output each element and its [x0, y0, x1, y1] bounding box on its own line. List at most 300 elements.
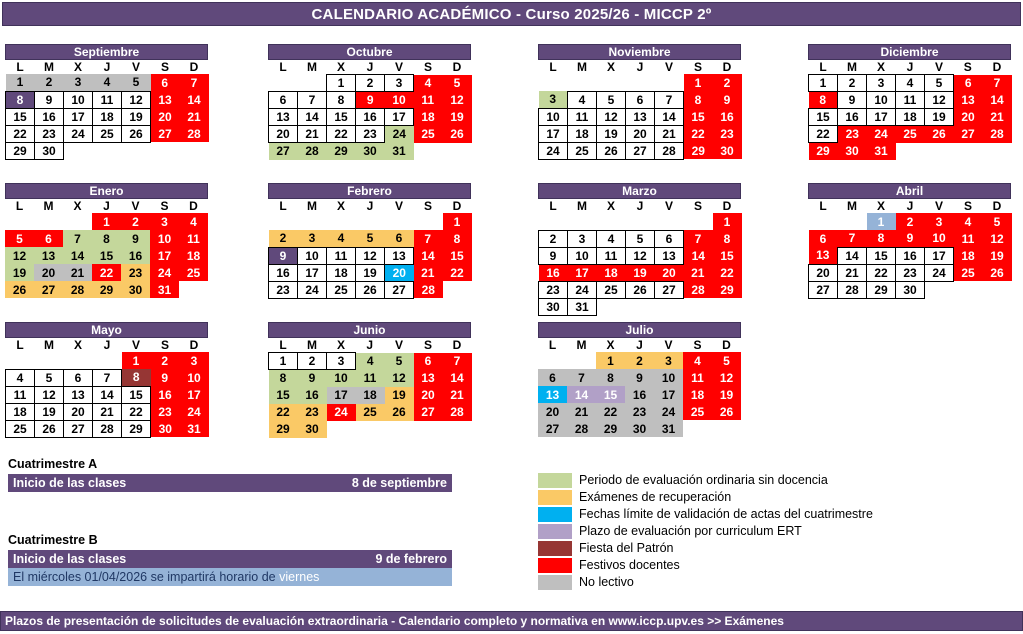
day-cell: 29 — [92, 281, 121, 298]
day-cell: 25 — [327, 281, 356, 298]
day-cell: 21 — [983, 109, 1012, 126]
weekday-header: V — [121, 199, 150, 213]
day-cell: 8 — [596, 369, 625, 386]
day-cell: 23 — [151, 403, 180, 420]
weekday-header: S — [151, 60, 180, 74]
empty-cell — [539, 213, 568, 230]
empty-cell — [443, 281, 472, 298]
cuatrimestre-b-inicio-bar — [8, 550, 452, 568]
day-cell: 20 — [626, 125, 655, 142]
day-cell: 14 — [684, 247, 713, 264]
day-cell: 12 — [597, 108, 626, 125]
day-cell: 6 — [655, 230, 684, 247]
legend-label: Fechas límite de validación de actas del cuatrimestre — [579, 507, 873, 521]
empty-cell — [597, 213, 626, 230]
day-cell: 19 — [356, 264, 385, 281]
day-cell: 10 — [654, 369, 683, 386]
day-cell: 24 — [298, 281, 327, 298]
day-cell: 29 — [327, 143, 356, 160]
empty-cell — [655, 298, 684, 315]
day-cell: 18 — [6, 403, 35, 420]
day-cell: 10 — [568, 247, 597, 264]
day-cell: 2 — [151, 352, 180, 369]
weekday-header: L — [269, 199, 298, 213]
day-cell: 28 — [983, 126, 1012, 143]
weekday-header: S — [684, 199, 713, 213]
weekday-header: J — [356, 199, 385, 213]
day-cell: 29 — [122, 420, 151, 437]
day-cell: 11 — [356, 370, 385, 387]
day-cell: 25 — [356, 404, 385, 421]
day-cell: 5 — [712, 352, 741, 369]
day-cell: 27 — [34, 281, 63, 298]
day-cell: 28 — [63, 281, 92, 298]
day-cell: 1 — [443, 213, 472, 230]
month-day-grid — [538, 60, 742, 160]
day-cell: 7 — [684, 230, 713, 247]
day-cell: 20 — [414, 387, 443, 404]
empty-cell — [925, 281, 954, 298]
day-cell: 17 — [298, 264, 327, 281]
weekday-header: J — [896, 60, 925, 75]
weekday-header: V — [385, 338, 414, 353]
day-cell: 28 — [180, 125, 209, 142]
day-cell: 3 — [180, 352, 209, 369]
day-cell: 6 — [626, 91, 655, 108]
day-cell: 10 — [327, 370, 356, 387]
day-cell: 29 — [684, 142, 713, 159]
day-cell: 24 — [385, 126, 414, 143]
empty-cell — [655, 213, 684, 230]
day-cell: 10 — [180, 369, 209, 386]
day-cell: 20 — [655, 264, 684, 281]
day-cell: 19 — [5, 264, 34, 281]
cuatrimestre-a-title: Cuatrimestre A — [8, 457, 98, 471]
month-day-grid — [268, 338, 472, 438]
day-cell: 20 — [385, 264, 414, 281]
day-cell: 1 — [122, 352, 151, 369]
day-cell: 10 — [867, 92, 896, 109]
day-cell: 2 — [625, 352, 654, 369]
month-title: Enero — [5, 183, 208, 199]
day-cell: 3 — [64, 74, 93, 91]
legend-color-swatch — [538, 575, 572, 590]
day-cell: 21 — [567, 403, 596, 420]
weekday-header: J — [625, 338, 654, 352]
day-cell: 13 — [626, 108, 655, 125]
day-cell: 1 — [269, 353, 298, 370]
day-cell: 23 — [713, 125, 742, 142]
day-cell: 8 — [684, 91, 713, 108]
month-junio — [268, 322, 471, 438]
day-cell: 29 — [596, 420, 625, 437]
day-cell: 27 — [626, 142, 655, 159]
month-title: Septiembre — [5, 44, 208, 60]
day-cell: 19 — [626, 264, 655, 281]
day-cell: 23 — [298, 404, 327, 421]
day-cell: 5 — [385, 353, 414, 370]
month-title: Junio — [268, 322, 471, 338]
day-cell: 8 — [443, 230, 472, 247]
day-cell: 13 — [385, 247, 414, 264]
day-cell: 7 — [567, 369, 596, 386]
weekday-header: L — [6, 60, 35, 74]
day-cell: 23 — [896, 264, 925, 281]
day-cell: 17 — [867, 109, 896, 126]
day-cell: 28 — [655, 142, 684, 159]
day-cell: 14 — [838, 247, 867, 264]
day-cell: 29 — [269, 421, 298, 438]
day-cell: 25 — [179, 264, 208, 281]
day-cell: 24 — [867, 126, 896, 143]
day-cell: 23 — [539, 281, 568, 298]
day-cell: 29 — [867, 281, 896, 298]
day-cell: 20 — [151, 108, 180, 125]
legend-color-swatch — [538, 490, 572, 505]
weekday-header: M — [838, 199, 867, 213]
day-cell: 12 — [5, 247, 34, 264]
day-cell: 6 — [538, 369, 567, 386]
day-cell: 20 — [64, 403, 93, 420]
day-cell: 28 — [684, 281, 713, 298]
day-cell: 11 — [327, 247, 356, 264]
empty-cell — [6, 352, 35, 369]
legend-item — [538, 574, 873, 590]
empty-cell — [567, 352, 596, 369]
day-cell: 7 — [414, 230, 443, 247]
day-cell: 9 — [539, 247, 568, 264]
day-cell: 30 — [713, 142, 742, 159]
day-cell: 2 — [896, 213, 925, 230]
day-cell: 22 — [809, 126, 838, 143]
legend-item — [538, 472, 873, 488]
day-cell: 22 — [684, 125, 713, 142]
weekday-header: D — [180, 338, 209, 352]
day-cell: 9 — [356, 92, 385, 109]
day-cell: 1 — [809, 75, 838, 92]
weekday-header: L — [809, 60, 838, 75]
footer-banner: Plazos de presentación de solicitudes de evaluación extraordinaria - Calendario completo y normativa en www.iccp.upv.es >> Exámenes — [0, 611, 1023, 631]
day-cell: 19 — [122, 108, 151, 125]
empty-cell — [414, 143, 443, 160]
empty-cell — [35, 352, 64, 369]
day-cell: 17 — [64, 108, 93, 125]
empty-cell — [5, 213, 34, 230]
weekday-header: X — [867, 60, 896, 75]
empty-cell — [385, 213, 414, 230]
empty-cell — [64, 142, 93, 159]
day-cell: 12 — [35, 386, 64, 403]
day-cell: 5 — [5, 230, 34, 247]
day-cell: 6 — [269, 92, 298, 109]
day-cell: 28 — [838, 281, 867, 298]
day-cell: 2 — [713, 74, 742, 91]
cuatrimestre-b-section — [8, 533, 452, 586]
day-cell: 7 — [298, 92, 327, 109]
day-cell: 13 — [954, 92, 983, 109]
day-cell: 26 — [122, 125, 151, 142]
legend-label: Festivos docentes — [579, 558, 680, 572]
legend-color-swatch — [538, 507, 572, 522]
empty-cell — [64, 352, 93, 369]
day-cell: 6 — [64, 369, 93, 386]
empty-cell — [626, 298, 655, 315]
day-cell: 29 — [809, 143, 838, 160]
day-cell: 21 — [443, 387, 472, 404]
day-cell: 30 — [539, 298, 568, 315]
day-cell: 13 — [269, 109, 298, 126]
day-cell: 10 — [298, 247, 327, 264]
day-cell: 12 — [983, 230, 1012, 247]
day-cell: 16 — [896, 247, 925, 264]
weekday-header: L — [6, 338, 35, 352]
empty-cell — [597, 298, 626, 315]
empty-cell — [712, 420, 741, 437]
day-cell: 30 — [896, 281, 925, 298]
day-cell: 22 — [6, 125, 35, 142]
day-cell: 31 — [568, 298, 597, 315]
day-cell: 9 — [713, 91, 742, 108]
day-cell: 24 — [180, 403, 209, 420]
day-cell: 8 — [6, 91, 35, 108]
legend-item — [538, 540, 873, 556]
empty-cell — [684, 213, 713, 230]
day-cell: 4 — [179, 213, 208, 230]
day-cell: 16 — [35, 108, 64, 125]
day-cell: 2 — [35, 74, 64, 91]
day-cell: 17 — [150, 247, 179, 264]
day-cell: 14 — [443, 370, 472, 387]
day-cell: 18 — [179, 247, 208, 264]
month-febrero — [268, 183, 471, 299]
day-cell: 15 — [6, 108, 35, 125]
empty-cell — [954, 281, 983, 298]
empty-cell — [626, 213, 655, 230]
day-cell: 4 — [356, 353, 385, 370]
day-cell: 12 — [443, 92, 472, 109]
day-cell: 23 — [121, 264, 150, 281]
day-cell: 3 — [539, 91, 568, 108]
day-cell: 23 — [356, 126, 385, 143]
weekday-header: M — [298, 60, 327, 75]
day-cell: 7 — [655, 91, 684, 108]
empty-cell — [838, 213, 867, 230]
day-cell: 16 — [713, 108, 742, 125]
weekday-header: V — [385, 60, 414, 75]
horario-viernes-note — [8, 568, 452, 586]
day-cell: 30 — [151, 420, 180, 437]
month-day-grid — [808, 199, 1012, 299]
legend-color-swatch — [538, 558, 572, 573]
day-cell: 1 — [327, 75, 356, 92]
day-cell: 9 — [151, 369, 180, 386]
weekday-header: S — [954, 199, 983, 213]
day-cell: 13 — [64, 386, 93, 403]
day-cell: 12 — [925, 92, 954, 109]
day-cell: 24 — [150, 264, 179, 281]
day-cell: 18 — [93, 108, 122, 125]
empty-cell — [93, 352, 122, 369]
day-cell: 19 — [385, 387, 414, 404]
weekday-header: L — [809, 199, 838, 213]
day-cell: 11 — [414, 92, 443, 109]
day-cell: 6 — [385, 230, 414, 247]
day-cell: 11 — [896, 92, 925, 109]
inicio-clases-label: Inicio de las clases — [13, 476, 127, 490]
day-cell: 17 — [925, 247, 954, 264]
weekday-header: J — [93, 338, 122, 352]
day-cell: 20 — [269, 126, 298, 143]
day-cell: 18 — [597, 264, 626, 281]
day-cell: 3 — [150, 213, 179, 230]
day-cell: 19 — [443, 109, 472, 126]
day-cell: 7 — [180, 74, 209, 91]
weekday-header: D — [983, 199, 1012, 213]
month-day-grid — [5, 60, 209, 160]
day-cell: 18 — [414, 109, 443, 126]
weekday-header: V — [655, 199, 684, 213]
weekday-header: L — [269, 338, 298, 353]
day-cell: 27 — [538, 420, 567, 437]
empty-cell — [356, 213, 385, 230]
month-day-grid — [5, 338, 209, 438]
day-cell: 4 — [327, 230, 356, 247]
day-cell: 26 — [443, 126, 472, 143]
month-noviembre — [538, 44, 741, 160]
weekday-header: S — [414, 338, 443, 353]
day-cell: 25 — [597, 281, 626, 298]
empty-cell — [684, 298, 713, 315]
empty-cell — [983, 281, 1012, 298]
day-cell: 26 — [5, 281, 34, 298]
month-marzo — [538, 183, 741, 316]
day-cell: 13 — [655, 247, 684, 264]
day-cell: 3 — [298, 230, 327, 247]
day-cell: 22 — [443, 264, 472, 281]
day-cell: 27 — [414, 404, 443, 421]
day-cell: 4 — [683, 352, 712, 369]
day-cell: 22 — [596, 403, 625, 420]
weekday-header: S — [414, 199, 443, 213]
month-mayo — [5, 322, 208, 438]
empty-cell — [269, 75, 298, 92]
day-cell: 21 — [655, 125, 684, 142]
empty-cell — [151, 142, 180, 159]
weekday-header: S — [414, 60, 443, 75]
note-highlight: viernes — [279, 570, 320, 584]
empty-cell — [327, 421, 356, 438]
day-cell: 15 — [809, 109, 838, 126]
empty-cell — [626, 74, 655, 91]
empty-cell — [269, 213, 298, 230]
day-cell: 21 — [414, 264, 443, 281]
legend-color-swatch — [538, 524, 572, 539]
day-cell: 3 — [654, 352, 683, 369]
day-cell: 16 — [539, 264, 568, 281]
day-cell: 25 — [896, 126, 925, 143]
legend — [538, 472, 873, 591]
day-cell: 22 — [327, 126, 356, 143]
month-day-grid — [538, 338, 741, 437]
day-cell: 8 — [809, 92, 838, 109]
day-cell: 11 — [6, 386, 35, 403]
day-cell: 3 — [867, 75, 896, 92]
day-cell: 30 — [838, 143, 867, 160]
month-day-grid — [538, 199, 742, 316]
day-cell: 24 — [64, 125, 93, 142]
day-cell: 4 — [568, 91, 597, 108]
day-cell: 23 — [625, 403, 654, 420]
day-cell: 26 — [983, 264, 1012, 281]
day-cell: 11 — [954, 230, 983, 247]
day-cell: 26 — [712, 403, 741, 420]
empty-cell — [896, 143, 925, 160]
day-cell: 4 — [414, 75, 443, 92]
empty-cell — [538, 352, 567, 369]
weekday-header: S — [954, 60, 983, 75]
day-cell: 18 — [896, 109, 925, 126]
day-cell: 13 — [34, 247, 63, 264]
day-cell: 2 — [539, 230, 568, 247]
day-cell: 18 — [327, 264, 356, 281]
weekday-header: M — [568, 199, 597, 213]
weekday-header: J — [356, 60, 385, 75]
inicio-clases-date: 9 de febrero — [375, 552, 447, 566]
day-cell: 11 — [683, 369, 712, 386]
weekday-header: D — [443, 60, 472, 75]
legend-color-swatch — [538, 473, 572, 488]
weekday-header: M — [838, 60, 867, 75]
day-cell: 22 — [92, 264, 121, 281]
weekday-header: X — [63, 199, 92, 213]
empty-cell — [180, 142, 209, 159]
day-cell: 12 — [712, 369, 741, 386]
day-cell: 7 — [983, 75, 1012, 92]
day-cell: 15 — [713, 247, 742, 264]
weekday-header: J — [626, 199, 655, 213]
day-cell: 15 — [443, 247, 472, 264]
weekday-header: D — [983, 60, 1012, 75]
weekday-header: D — [180, 60, 209, 74]
day-cell: 5 — [122, 74, 151, 91]
day-cell: 29 — [6, 142, 35, 159]
empty-cell — [34, 213, 63, 230]
day-cell: 1 — [6, 74, 35, 91]
weekday-header: X — [597, 199, 626, 213]
day-cell: 20 — [954, 109, 983, 126]
day-cell: 10 — [539, 108, 568, 125]
day-cell: 6 — [809, 230, 838, 247]
day-cell: 28 — [443, 404, 472, 421]
day-cell: 26 — [626, 281, 655, 298]
day-cell: 19 — [35, 403, 64, 420]
day-cell: 2 — [356, 75, 385, 92]
day-cell: 10 — [64, 91, 93, 108]
day-cell: 14 — [414, 247, 443, 264]
empty-cell — [925, 143, 954, 160]
day-cell: 21 — [684, 264, 713, 281]
day-cell: 3 — [385, 75, 414, 92]
month-septiembre — [5, 44, 208, 160]
weekday-header: X — [597, 60, 626, 74]
day-cell: 1 — [713, 213, 742, 230]
day-cell: 30 — [356, 143, 385, 160]
page-title: CALENDARIO ACADÉMICO - Curso 2025/26 - MICCP 2º — [2, 2, 1021, 26]
day-cell: 18 — [568, 125, 597, 142]
day-cell: 2 — [269, 230, 298, 247]
empty-cell — [809, 213, 838, 230]
day-cell: 6 — [954, 75, 983, 92]
